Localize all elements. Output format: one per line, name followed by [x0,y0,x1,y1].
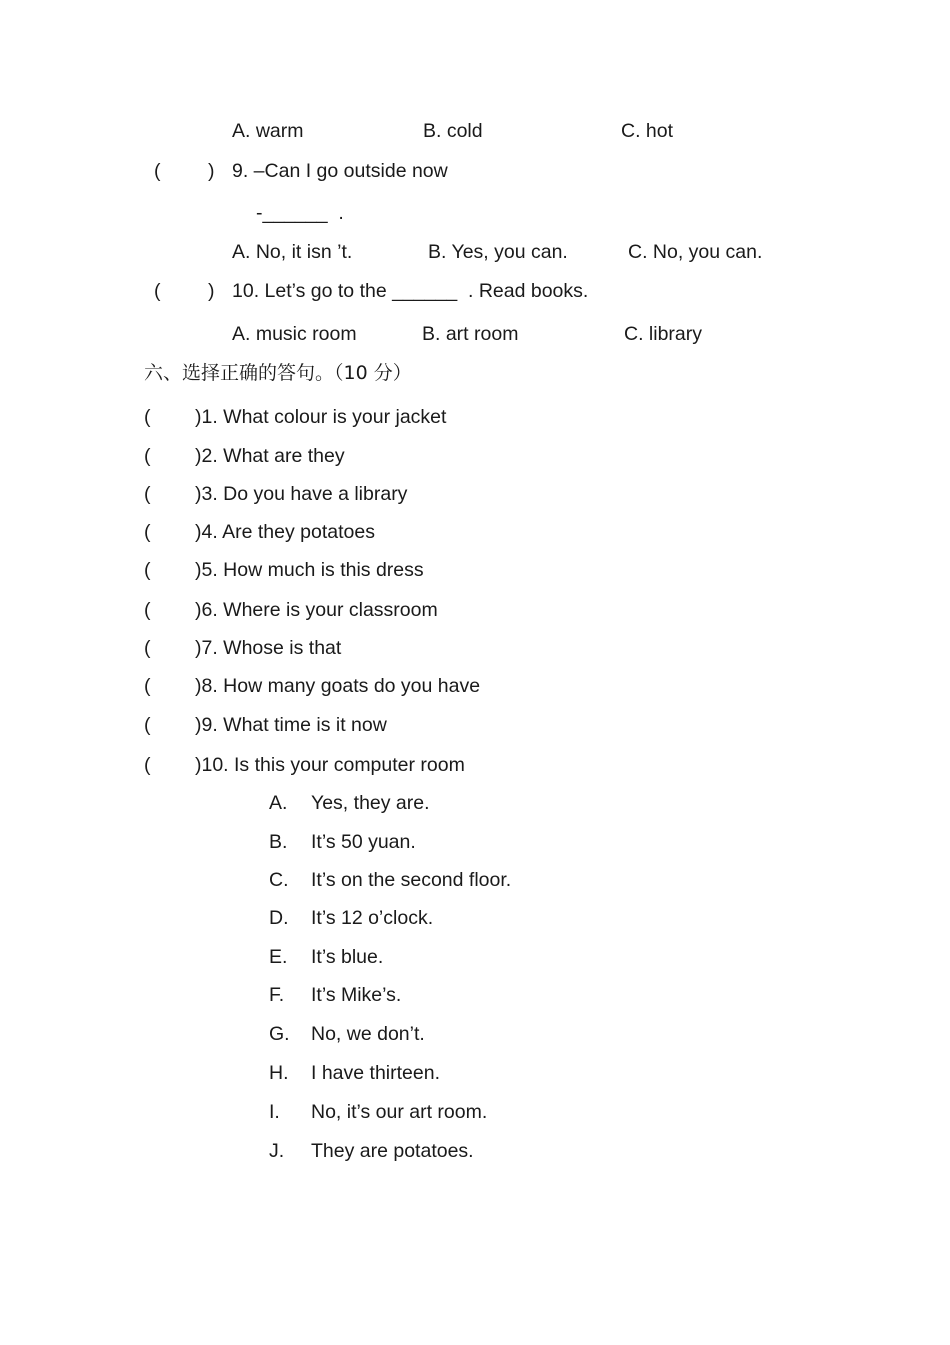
answer-text: It’s on the second floor. [311,869,512,891]
answer-letter: I. [269,1101,280,1123]
answer-letter: B. [269,831,288,853]
question-item: )7. Whose is that [195,637,342,659]
question-item: )1. What colour is your jacket [195,406,447,428]
answer-letter: A. [269,792,288,814]
answer-text: It’s Mike’s. [311,984,402,1006]
q9-answer-line: -______ . [256,202,344,224]
question-bracket: ( [144,599,151,621]
answer-text: It’s 12 o’clock. [311,907,434,929]
q9-option-a: A. No, it isn ’t. [232,241,353,263]
answer-text: Yes, they are. [311,792,430,814]
q10-option-a: A. music room [232,323,357,345]
question-item: )4. Are they potatoes [195,521,375,543]
question-bracket: ( [144,445,151,467]
q8-option-b: B. cold [423,120,483,142]
question-item: )2. What are they [195,445,345,467]
q9-paren-open: ( [154,160,161,182]
answer-text: It’s 50 yuan. [311,831,416,853]
q9-paren-close: ) [208,160,215,182]
answer-letter: F. [269,984,285,1006]
answer-text: I have thirteen. [311,1062,440,1084]
question-bracket: ( [144,714,151,736]
q10-paren-close: ) [208,280,215,302]
answer-letter: J. [269,1140,285,1162]
question-bracket: ( [144,675,151,697]
q8-option-a: A. warm [232,120,304,142]
answer-letter: D. [269,907,289,929]
answer-text: No, it’s our art room. [311,1101,488,1123]
answer-text: No, we don’t. [311,1023,425,1045]
answer-letter: C. [269,869,289,891]
question-bracket: ( [144,483,151,505]
q10-paren-open: ( [154,280,161,302]
section-heading: 六、选择正确的答句。（10 分） [144,362,412,384]
question-item: )9. What time is it now [195,714,387,736]
question-bracket: ( [144,521,151,543]
q8-option-c: C. hot [621,120,674,142]
answer-letter: G. [269,1023,290,1045]
question-item: )8. How many goats do you have [195,675,481,697]
answer-letter: H. [269,1062,289,1084]
question-bracket: ( [144,559,151,581]
question-item: )6. Where is your classroom [195,599,438,621]
answer-text: They are potatoes. [311,1140,474,1162]
q10-option-c: C. library [624,323,703,345]
question-item: )10. Is this your computer room [195,754,465,776]
q9-option-c: C. No, you can. [628,241,763,263]
q10-option-b: B. art room [422,323,519,345]
answer-text: It’s blue. [311,946,384,968]
question-bracket: ( [144,754,151,776]
answer-letter: E. [269,946,288,968]
question-bracket: ( [144,637,151,659]
question-item: )3. Do you have a library [195,483,408,505]
question-bracket: ( [144,406,151,428]
q10-question: 10. Let’s go to the ______ . Read books. [232,280,589,302]
q9-question: 9. –Can I go outside now [232,160,448,182]
q9-option-b: B. Yes, you can. [428,241,568,263]
question-item: )5. How much is this dress [195,559,424,581]
